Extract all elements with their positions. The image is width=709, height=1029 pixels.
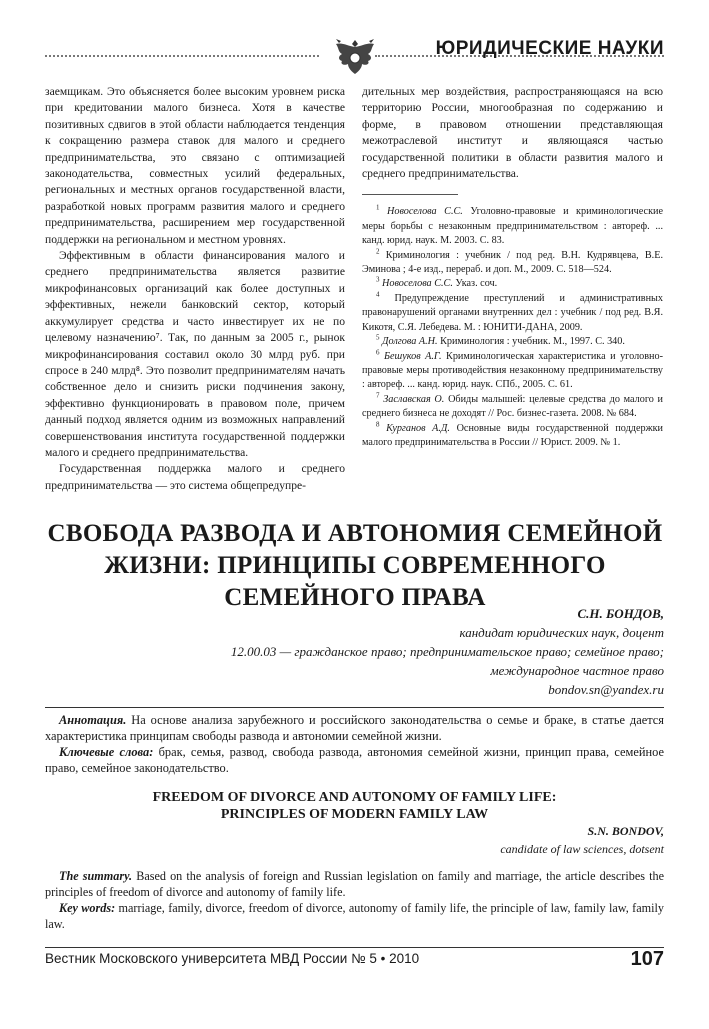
author-block — [144, 604, 664, 699]
journal-name: Вестник Московского университета МВД России № 5 • 2010 — [45, 951, 420, 966]
english-summary — [45, 868, 664, 900]
footnote-author: Бешуков А.Г. — [384, 350, 442, 362]
english-keywords-label: Key words: — [59, 901, 116, 915]
english-author-name: S.N. BONDOV, — [587, 824, 664, 838]
footnote-number: 5 — [376, 333, 380, 342]
footnote-text: Основные виды государственной поддержки малого предпринимательства в России // Юрист. 2009. № 1. — [362, 422, 664, 448]
footnote-text: Уголовно-правовые и криминологические меры борьбы с незаконным предпринимательством : автореф. ... канд. юрид. наук. М. 2003. С. 83. — [362, 206, 663, 247]
footnote-number: 1 — [376, 204, 380, 213]
english-title-line: FREEDOM OF DIVORCE AND AUTONOMY OF FAMILY LIFE: — [152, 790, 557, 805]
footnote-author: Долгова А.Н. — [382, 336, 438, 348]
footnote-number: 8 — [376, 420, 380, 429]
footnote — [362, 350, 663, 393]
paragraph: Эффективным в области финансирования малого и среднего предпринимательства является развитие микрофинансовых организаций как более доступных и эффективных, нежели банковский сектор, который аккумулирует средства и часто инвестирует их не по целевому назначению⁷. Так, по данным за 2005 г., рынок микрофинансирования составил около 30 млрд руб. при спросе в 240 млрд⁸. Это позволит предпринимателям начать собственное дело и снизить риски подчинения закону, эффективно функционировать в правовом поле, причем данный подход является одним из возможных направлений совершенствования института государственной поддержки малого и среднего предпринимательства. — [45, 249, 345, 459]
footnote-text: Криминология : учебник / под ред. В.Н. Кудрявцева, В.Е. Эминова ; 4-е изд., перераб. и доп. М., 2009. С. 518—524. — [362, 249, 663, 276]
footnote — [362, 422, 663, 451]
left-column — [45, 84, 345, 494]
footnote — [362, 393, 663, 422]
summary-text: Based on the analysis of foreign and Russian legislation on family and marriage, the article describes the principles of freedom of divorce and autonomy of family life. — [45, 869, 664, 899]
footnotes — [362, 205, 663, 450]
paragraph: дительных мер воздействия, распространяющаяся на всю территорию России, многообразная по содержанию и форме, в правовом отношении представляющая межотраслевой институт и являющаяся частью государственной политики в области развития малого и среднего предпринимательства. — [362, 85, 663, 181]
double-headed-eagle-icon — [330, 36, 380, 78]
footnote — [362, 335, 663, 349]
paragraph: Государственная поддержка малого и среднего предпринимательства — это система общепредупре- — [45, 462, 345, 492]
paragraph: заемщикам. Это объясняется более высоким уровнем риска при кредитовании малого бизнеса. Хотя в качестве позитивных сдвигов в этой области наблюдается тенденция к сокращению размера ставок для малого и среднего предпринимательства, это связано с оптимизацией законодательства, совместных усилий федеральных, региональных и местных органов государственной власти, разработкой новых программ развития малого и среднего предпринимательства, расширением мер государственной поддержки на региональном и местном уровнях. — [45, 85, 345, 246]
author-name: С.Н. БОНДОВ, — [577, 606, 664, 621]
page-header — [45, 30, 664, 80]
footnote-rule — [362, 194, 458, 195]
footnote-author: Заславская О. — [383, 393, 445, 405]
section-title: ЮРИДИЧЕСКИЕ НАУКИ — [435, 38, 664, 59]
footnote — [362, 292, 663, 335]
annotation — [45, 712, 664, 744]
english-summary-block — [45, 868, 664, 932]
footnote-number: 4 — [376, 290, 380, 299]
footnote — [362, 249, 663, 278]
footnote-number: 7 — [376, 391, 380, 400]
footnote-text: Предупреждение преступлений и административных правонарушений органами внутренних дел : учебник / под ред. В.Я. Кикотя, С.Я. Лебедева. М. : ЮНИТИ-ДАНА, 2009. — [362, 292, 663, 333]
keywords-text: брак, семья, развод, свобода развода, автономия семейной жизни, принцип права, семейное право, семейное законодательство. — [45, 745, 664, 775]
footnote-author: Новоселова С.С. — [387, 206, 463, 218]
footnote — [362, 277, 663, 291]
footnote-text: Обиды малышей: целевые средства до малого и среднего бизнеса не доходят // Рос. бизнес-газета. 2008. № 684. — [362, 393, 664, 420]
author-specialty: 12.00.03 — гражданское право; предпринимательское право; семейное право; — [230, 644, 664, 659]
footnote-text: Указ. соч. — [452, 278, 498, 290]
footnote-number: 6 — [376, 348, 380, 357]
author-email[interactable]: bondov.sn@yandex.ru — [548, 682, 664, 697]
footnote-author: Новоселова С.С. — [382, 278, 453, 290]
page-number: 107 — [630, 948, 664, 970]
english-title-line: PRINCIPLES OF MODERN FAMILY LAW — [220, 807, 489, 822]
article-title-line: СВОБОДА РАЗВОДА И АВТОНОМИЯ СЕМЕЙНОЙ — [47, 520, 663, 547]
header-dotted-rule-left — [45, 55, 319, 57]
keywords-label: Ключевые слова: — [59, 745, 154, 759]
author-specialty: международное частное право — [490, 663, 664, 678]
footnote-text: Криминология : учебник. М., 1997. С. 340. — [437, 336, 625, 348]
annotation-label: Аннотация. — [59, 713, 127, 727]
summary-label: The summary. — [59, 869, 133, 883]
article-title-line: СЕМЕЙНОГО ПРАВА — [224, 584, 486, 611]
footnote-number: 3 — [376, 276, 380, 285]
english-keywords-text: marriage, family, divorce, freedom of divorce, autonomy of family life, the principle of law, family law, family law. — [45, 901, 664, 931]
english-author-degree: candidate of law sciences, dotsent — [500, 842, 664, 856]
right-column — [362, 84, 663, 450]
article-title — [40, 518, 670, 614]
footnote-author: Курганов А.Д. — [386, 422, 450, 434]
article-title-line: ЖИЗНИ: ПРИНЦИПЫ СОВРЕМЕННОГО — [104, 552, 606, 579]
footnote-text: Криминологическая характеристика и уголовно-правовые меры противодействия незаконному предпринимательству : автореф. ... канд. юрид. наук. СПб., 2005. С. 61. — [362, 350, 663, 391]
keywords — [45, 744, 664, 776]
author-degree: кандидат юридических наук, доцент — [459, 625, 664, 640]
footnote — [362, 205, 663, 248]
footer-rule — [45, 947, 664, 948]
footnote-number: 2 — [376, 247, 380, 256]
annotation-text: На основе анализа зарубежного и российского законодательства о семье и браке, в статье дается характеристика принципам свободы развода и автономии семейной жизни. — [45, 713, 664, 743]
english-author-block — [500, 822, 664, 858]
english-title — [45, 789, 664, 823]
annotation-block — [45, 712, 664, 776]
english-keywords — [45, 900, 664, 932]
divider — [45, 707, 664, 708]
